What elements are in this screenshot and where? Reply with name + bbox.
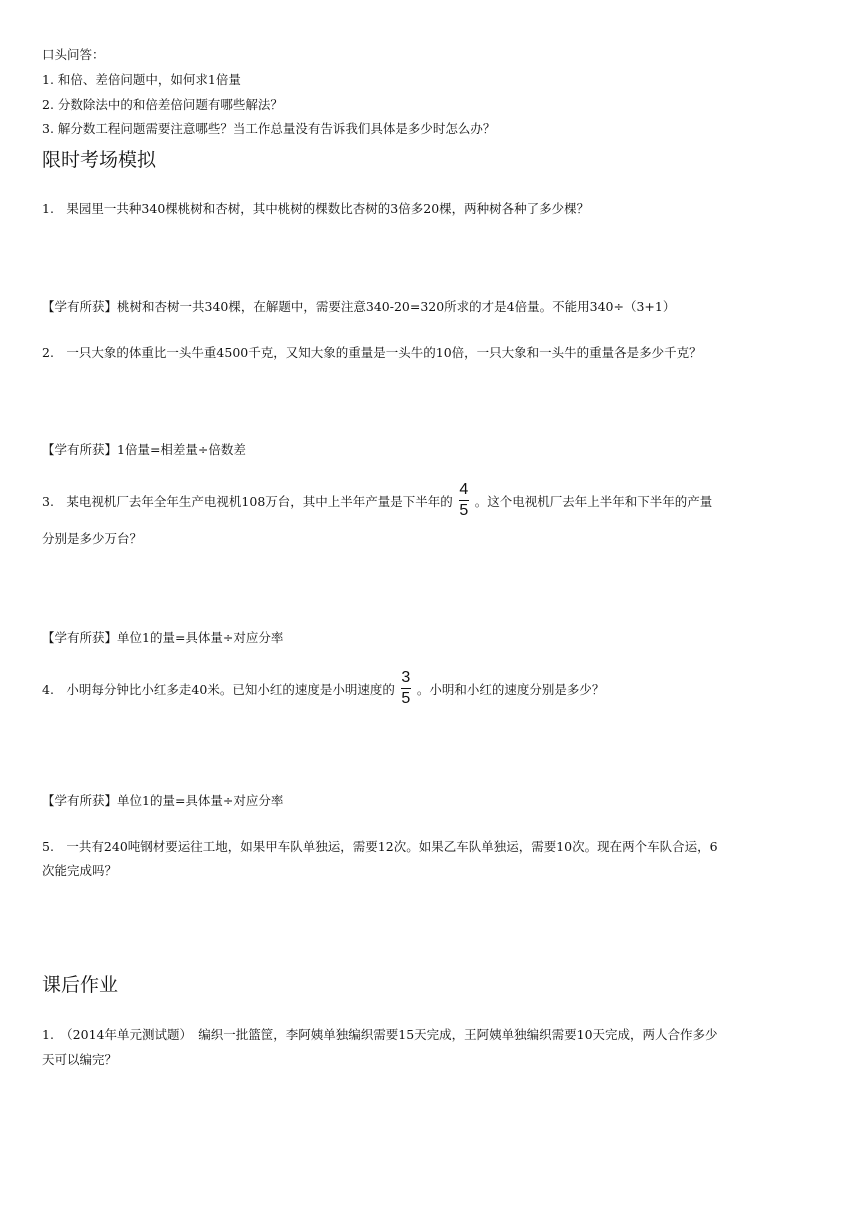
takeaway-3: 【学有所获】单位1的量=具体量÷对应分率 bbox=[42, 630, 284, 645]
fraction-four-fifths bbox=[459, 481, 469, 520]
homework-problem-1: 1. （2014年单元测试题） 编织一批篮筐，李阿姨单独编织需要15天完成，王阿姨单独编织需要10天完成，两人合作多少 bbox=[42, 1027, 718, 1042]
fraction-numerator: 3 bbox=[401, 669, 411, 686]
problem-3-continued: 分别是多少万台？ bbox=[42, 531, 143, 546]
fraction-denominator: 5 bbox=[459, 502, 469, 519]
oral-question-3: 3. 解分数工程问题需要注意哪些？当工作总量没有告诉我们具体是多少时怎么办？ bbox=[42, 121, 496, 136]
oral-title: 口头问答： bbox=[42, 47, 105, 62]
takeaway-1: 【学有所获】桃树和杏树一共340棵，在解题中，需要注意340-20=320所求的才是4倍量。不能用340÷（3+1） bbox=[42, 299, 676, 314]
fraction-numerator: 4 bbox=[459, 481, 469, 498]
takeaway-4: 【学有所获】单位1的量=具体量÷对应分率 bbox=[42, 793, 284, 808]
oral-question-2: 2. 分数除法中的和倍差倍问题有哪些解法？ bbox=[42, 97, 283, 112]
section-title-homework: 课后作业 bbox=[42, 974, 119, 996]
problem-4 bbox=[42, 671, 604, 710]
problem-5: 5. 一共有240吨钢材要运往工地，如果甲车队单独运，需要12次。如果乙车队单独运，需要10次。现在两个车队合运，6 bbox=[42, 839, 718, 854]
fraction-bar bbox=[401, 688, 411, 689]
problem-1: 1. 果园里一共种340棵桃树和杏树，其中桃树的棵数比杏树的3倍多20棵，两种树各种了多少棵？ bbox=[42, 201, 590, 216]
section-title-mock-exam: 限时考场模拟 bbox=[42, 149, 157, 171]
homework-problem-1-continued: 天可以编完？ bbox=[42, 1052, 118, 1067]
fraction-three-fifths bbox=[401, 669, 411, 708]
problem-3 bbox=[42, 483, 712, 522]
problem-4-text-a: 4. 小明每分钟比小红多走40米。已知小红的速度是小明速度的 bbox=[42, 682, 395, 697]
problem-3-text-b: 。这个电视机厂去年上半年和下半年的产量 bbox=[474, 494, 713, 509]
problem-2: 2. 一只大象的体重比一头牛重4500千克，又知大象的重量是一头牛的10倍，一只大象和一头牛的重量各是多少千克？ bbox=[42, 345, 702, 360]
oral-question-1: 1. 和倍、差倍问题中，如何求1倍量 bbox=[42, 72, 241, 87]
fraction-bar bbox=[459, 500, 469, 501]
problem-4-text-b: 。小明和小红的速度分别是多少？ bbox=[416, 682, 605, 697]
problem-5-continued: 次能完成吗？ bbox=[42, 863, 118, 878]
problem-3-text-a: 3. 某电视机厂去年全年生产电视机108万台，其中上半年产量是下半年的 bbox=[42, 494, 453, 509]
takeaway-2: 【学有所获】1倍量=相差量÷倍数差 bbox=[42, 442, 246, 457]
fraction-denominator: 5 bbox=[401, 690, 411, 707]
